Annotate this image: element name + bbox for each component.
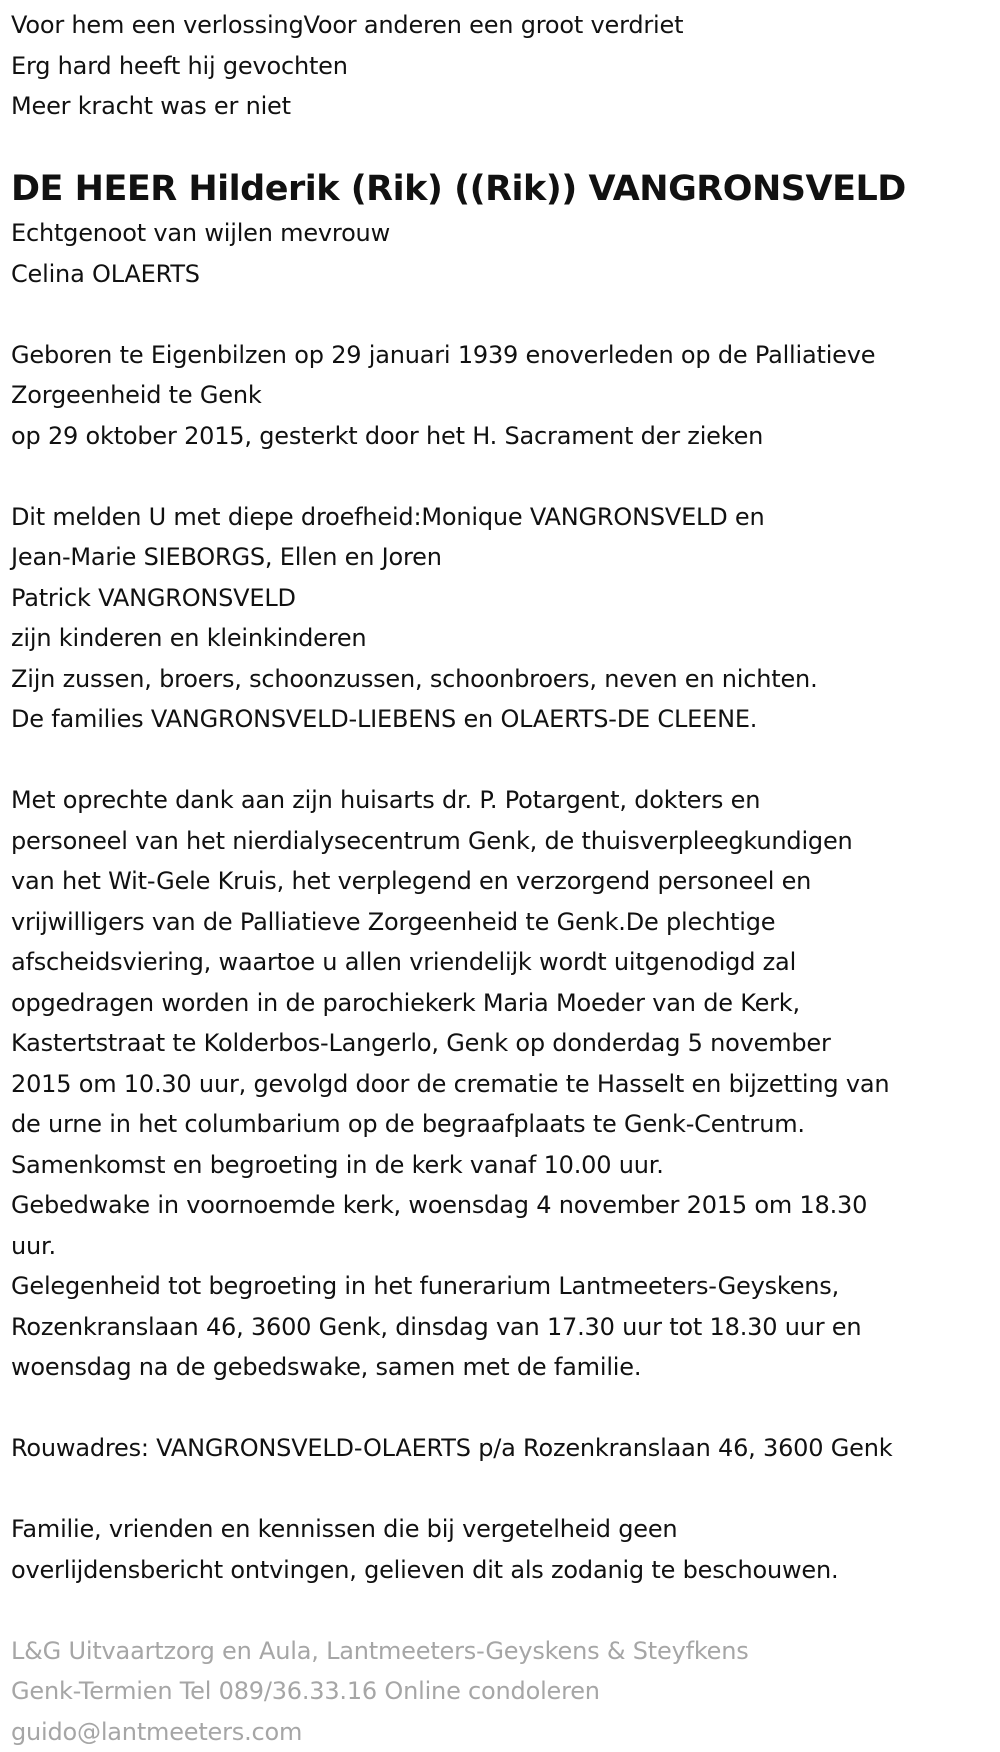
funeral-home-footer — [11, 1631, 1000, 1752]
family-block — [11, 497, 1000, 740]
family-line: De families VANGRONSVELD-LIEBENS en OLAERTS-DE CLEENE. — [11, 699, 1000, 740]
thanks-line: Gelegenheid tot begroeting in het funerarium Lantmeeters-Geyskens, — [11, 1266, 1000, 1307]
footer-email: guido@lantmeeters.com — [11, 1712, 1000, 1752]
footer-line: L&G Uitvaartzorg en Aula, Lantmeeters-Geyskens & Steyfkens — [11, 1631, 1000, 1672]
birth-death-line: op 29 oktober 2015, gesterkt door het H. Sacrament der zieken — [11, 416, 1000, 457]
spouse-line: Echtgenoot van wijlen mevrouw — [11, 213, 1000, 254]
thanks-line: Kastertstraat te Kolderbos-Langerlo, Genk op donderdag 5 november — [11, 1023, 1000, 1064]
thanks-line: Rozenkranslaan 46, 3600 Genk, dinsdag van 17.30 uur tot 18.30 uur en — [11, 1307, 1000, 1348]
notice-line: Familie, vrienden en kennissen die bij vergetelheid geen — [11, 1509, 1000, 1550]
spouse-line: Celina OLAERTS — [11, 254, 1000, 295]
thanks-line: opgedragen worden in de parochiekerk Maria Moeder van de Kerk, — [11, 983, 1000, 1024]
thanks-line: afscheidsviering, waartoe u allen vriendelijk wordt uitgenodigd zal — [11, 942, 1000, 983]
family-line: Patrick VANGRONSVELD — [11, 578, 1000, 619]
footer-line: Genk-Termien Tel 089/36.33.16 Online condoleren — [11, 1671, 1000, 1712]
thanks-line: de urne in het columbarium op de begraafplaats te Genk-Centrum. — [11, 1104, 1000, 1145]
thanks-line: vrijwilligers van de Palliatieve Zorgeenheid te Genk.De plechtige — [11, 902, 1000, 943]
family-line: Jean-Marie SIEBORGS, Ellen en Joren — [11, 537, 1000, 578]
thanks-line: van het Wit-Gele Kruis, het verplegend en verzorgend personeel en — [11, 861, 1000, 902]
family-line: Dit melden U met diepe droefheid:Monique VANGRONSVELD en — [11, 497, 1000, 538]
deceased-name: DE HEER Hilderik (Rik) ((Rik)) VANGRONSVELD — [11, 165, 1000, 213]
poem-line: Erg hard heeft hij gevochten — [11, 46, 1000, 87]
mourning-address: Rouwadres: VANGRONSVELD-OLAERTS p/a Rozenkranslaan 46, 3600 Genk — [11, 1428, 1000, 1469]
family-line: zijn kinderen en kleinkinderen — [11, 618, 1000, 659]
thanks-line: personeel van het nierdialysecentrum Genk, de thuisverpleegkundigen — [11, 821, 1000, 862]
poem-line: Meer kracht was er niet — [11, 86, 1000, 127]
family-line: Zijn zussen, broers, schoonzussen, schoonbroers, neven en nichten. — [11, 659, 1000, 700]
thanks-line: Samenkomst en begroeting in de kerk vanaf 10.00 uur. — [11, 1145, 1000, 1186]
thanks-line: 2015 om 10.30 uur, gevolgd door de crematie te Hasselt en bijzetting van — [11, 1064, 1000, 1105]
poem — [11, 5, 1000, 127]
birth-death-line: Geboren te Eigenbilzen op 29 januari 1939 enoverleden op de Palliatieve — [11, 335, 1000, 376]
thanks-line: uur. — [11, 1226, 1000, 1267]
thanks-line: woensdag na de gebedswake, samen met de familie. — [11, 1347, 1000, 1388]
birth-death-line: Zorgeenheid te Genk — [11, 375, 1000, 416]
notice-line: overlijdensbericht ontvingen, gelieven dit als zodanig te beschouwen. — [11, 1550, 1000, 1591]
thanks-block — [11, 780, 1000, 1388]
poem-line: Voor hem een verlossingVoor anderen een groot verdriet — [11, 5, 1000, 46]
thanks-line: Gebedwake in voornoemde kerk, woensdag 4 november 2015 om 18.30 — [11, 1185, 1000, 1226]
thanks-line: Met oprechte dank aan zijn huisarts dr. P. Potargent, dokters en — [11, 780, 1000, 821]
